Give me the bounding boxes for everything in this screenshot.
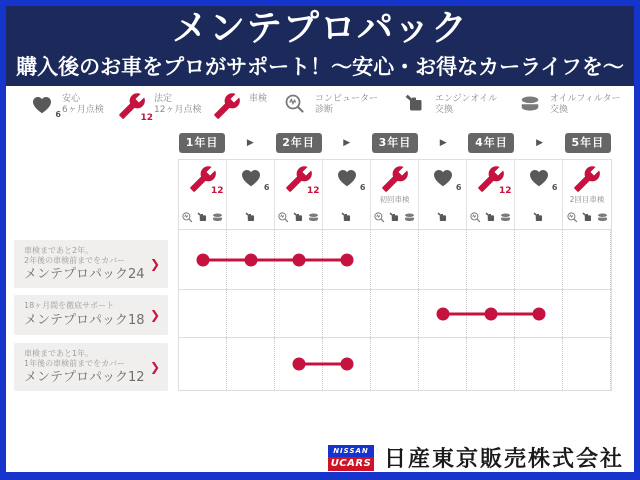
pack-24-desc-2: 2年後の車検前までをカバー — [24, 255, 126, 265]
legend-label: 車検 — [249, 94, 268, 104]
pack-18-box[interactable] — [14, 295, 168, 335]
pack-12-box[interactable] — [14, 343, 168, 391]
wrench-12-icon — [285, 165, 320, 196]
schedule-cell-4 — [323, 160, 371, 229]
engine-oil-icon — [403, 92, 427, 116]
ucars-logo-text: UCARS — [328, 457, 374, 471]
grid-cell — [179, 290, 227, 337]
year-badge-1: 1年目 — [179, 133, 225, 153]
page-subtitle: 購入後のお車をプロがサポート！～安心・お得なカーライフを～ — [16, 55, 624, 79]
heart-icon — [239, 165, 263, 189]
footer — [328, 442, 624, 473]
chevron-right-icon: ❯ — [149, 360, 160, 374]
sub-service-icons — [277, 211, 320, 224]
oil-filter-icon — [499, 211, 512, 224]
wrench-12-icon — [118, 92, 153, 123]
shaken-label: 初回車検 — [379, 195, 410, 204]
grid-cell — [515, 230, 563, 289]
engine-oil-icon — [403, 92, 427, 116]
oil-filter-icon — [307, 211, 320, 224]
legend-label: 法定 12ヶ月点検 — [154, 94, 202, 115]
grid-cell — [563, 338, 611, 390]
oil-filter-icon — [596, 211, 609, 224]
legend — [6, 90, 634, 130]
engine-oil-icon — [532, 211, 545, 224]
chevron-right-icon: ❯ — [149, 308, 160, 322]
grid-cell — [419, 230, 467, 289]
heart-count: 6 — [455, 183, 462, 192]
grid-cell — [227, 290, 275, 337]
sub-service-icons — [532, 211, 545, 224]
wrench-icon — [213, 92, 241, 120]
pack-24-box[interactable] — [14, 240, 168, 288]
heart-icon — [527, 165, 551, 189]
shaken-wrench-icon — [213, 92, 241, 120]
year-badge-4: 4年目 — [468, 133, 514, 153]
pack-12-desc-2: 1年後の車検前までをカバー — [24, 358, 126, 368]
engine-oil-icon — [388, 211, 401, 224]
page-title: メンテプロパック — [171, 8, 468, 49]
heart-count: 6 — [263, 183, 270, 192]
schedule-cell-8 — [515, 160, 563, 229]
grid-cell — [179, 338, 227, 390]
grid-cell — [467, 290, 515, 337]
grid-cell — [227, 338, 275, 390]
schedule-cell-3 — [275, 160, 323, 229]
heart-6-icon — [431, 165, 462, 192]
nissan-ucars-logo — [328, 445, 374, 471]
heart-6-icon — [30, 92, 61, 119]
sub-service-icons — [436, 211, 449, 224]
pack-18-name: メンテプロパック18 — [24, 312, 145, 328]
oil-filter-icon — [211, 211, 224, 224]
wrench-12-icon — [477, 165, 512, 196]
shaken-wrench-icon — [381, 165, 409, 193]
schedule-cell-7 — [467, 160, 515, 229]
coverage-row-メンテプロパック18 — [179, 290, 611, 338]
sub-service-icons — [340, 211, 353, 224]
grid-cell — [371, 230, 419, 289]
legend-label: オイルフィルター 交換 — [550, 94, 621, 115]
sub-service-icons — [181, 211, 224, 224]
year-row — [178, 132, 612, 154]
nissan-logo-text: NISSAN — [328, 445, 374, 457]
engine-oil-icon — [340, 211, 353, 224]
legend-item-4 — [283, 92, 378, 116]
heart-count: 6 — [55, 110, 61, 119]
computer-diagnosis-icon — [181, 211, 194, 224]
heart-icon — [335, 165, 359, 189]
coverage-row-メンテプロパック12 — [179, 338, 611, 390]
legend-item-1 — [30, 92, 104, 119]
legend-label: コンピューター 診断 — [315, 94, 379, 115]
computer-diagnosis-icon — [469, 211, 482, 224]
wrench-icon — [573, 165, 601, 193]
engine-oil-icon — [244, 211, 257, 224]
wrench-count: 12 — [306, 186, 320, 196]
grid-cell — [179, 230, 227, 289]
engine-oil-icon — [484, 211, 497, 224]
grid-cell — [515, 290, 563, 337]
heart-6-icon — [335, 165, 366, 192]
sub-service-icons — [469, 211, 512, 224]
grid-cell — [323, 290, 371, 337]
heart-count: 6 — [359, 183, 366, 192]
engine-oil-icon — [581, 211, 594, 224]
schedule-cell-5 — [371, 160, 419, 229]
year-badge-5: 5年目 — [565, 133, 611, 153]
grid-cell — [515, 338, 563, 390]
grid-cell — [227, 230, 275, 289]
wrench-icon — [381, 165, 409, 193]
year-badge-3: 3年目 — [372, 133, 418, 153]
pack-18-desc-1: 18ヶ月間を徹底サポート — [24, 301, 115, 310]
schedule-cell-9 — [563, 160, 611, 229]
year-arrow-icon: ▶ — [439, 138, 447, 148]
grid-cell — [275, 338, 323, 390]
year-arrow-icon: ▶ — [246, 138, 254, 148]
computer-diagnosis-icon — [373, 211, 386, 224]
coverage-row-メンテプロパック24 — [179, 230, 611, 290]
wrench-count: 12 — [140, 113, 153, 123]
computer-diagnosis-icon — [277, 211, 290, 224]
header-band — [6, 6, 634, 86]
engine-oil-icon — [292, 211, 305, 224]
grid-cell — [563, 230, 611, 289]
grid-cell — [371, 290, 419, 337]
legend-item-2 — [118, 92, 202, 123]
year-badge-2: 2年目 — [276, 133, 322, 153]
grid-cell — [419, 338, 467, 390]
engine-oil-icon — [436, 211, 449, 224]
grid-cell — [467, 338, 515, 390]
year-arrow-icon: ▶ — [343, 138, 351, 148]
schedule-cell-2 — [227, 160, 275, 229]
oil-filter-icon — [518, 92, 542, 116]
grid-cell — [275, 230, 323, 289]
year-arrow-icon: ▶ — [536, 138, 544, 148]
computer-diagnosis-icon — [283, 92, 307, 116]
schedule-cell-1 — [179, 160, 227, 229]
grid-cell — [563, 290, 611, 337]
grid-cell — [275, 290, 323, 337]
heart-6-icon — [527, 165, 558, 192]
engine-oil-icon — [196, 211, 209, 224]
grid-cell — [323, 338, 371, 390]
shaken-wrench-icon — [573, 165, 601, 193]
coverage-grid — [178, 230, 612, 391]
pack-24-desc-1: 車検まであと2年。 — [24, 246, 94, 255]
shaken-label: 2回目車検 — [569, 195, 605, 204]
grid-cell — [371, 338, 419, 390]
heart-icon — [30, 92, 54, 116]
sub-service-icons — [244, 211, 257, 224]
chevron-right-icon: ❯ — [149, 257, 160, 271]
maintenance-schedule-header — [178, 159, 612, 230]
oil-filter-icon — [403, 211, 416, 224]
wrench-count: 12 — [210, 186, 224, 196]
legend-label: エンジンオイル 交換 — [435, 94, 498, 115]
legend-item-3 — [213, 92, 267, 120]
oil-filter-icon — [518, 92, 542, 116]
grid-cell — [419, 290, 467, 337]
sub-service-icons — [373, 211, 416, 224]
sub-service-icons — [566, 211, 609, 224]
computer-diagnosis-icon — [283, 92, 307, 116]
wrench-12-icon — [189, 165, 224, 196]
wrench-count: 12 — [498, 186, 512, 196]
computer-diagnosis-icon — [566, 211, 579, 224]
pack-12-desc-1: 車検まであと1年。 — [24, 349, 94, 358]
company-name: 日産東京販売株式会社 — [384, 447, 625, 472]
heart-icon — [431, 165, 455, 189]
legend-label: 安心 6ヶ月点検 — [62, 94, 104, 115]
pack-12-name: メンテプロパック12 — [24, 370, 145, 385]
legend-item-5 — [403, 92, 497, 116]
heart-6-icon — [239, 165, 270, 192]
grid-cell — [467, 230, 515, 289]
pack-24-name: メンテプロパック24 — [24, 267, 145, 282]
schedule-cell-6 — [419, 160, 467, 229]
legend-item-6 — [518, 92, 620, 116]
heart-count: 6 — [551, 183, 558, 192]
grid-cell — [323, 230, 371, 289]
